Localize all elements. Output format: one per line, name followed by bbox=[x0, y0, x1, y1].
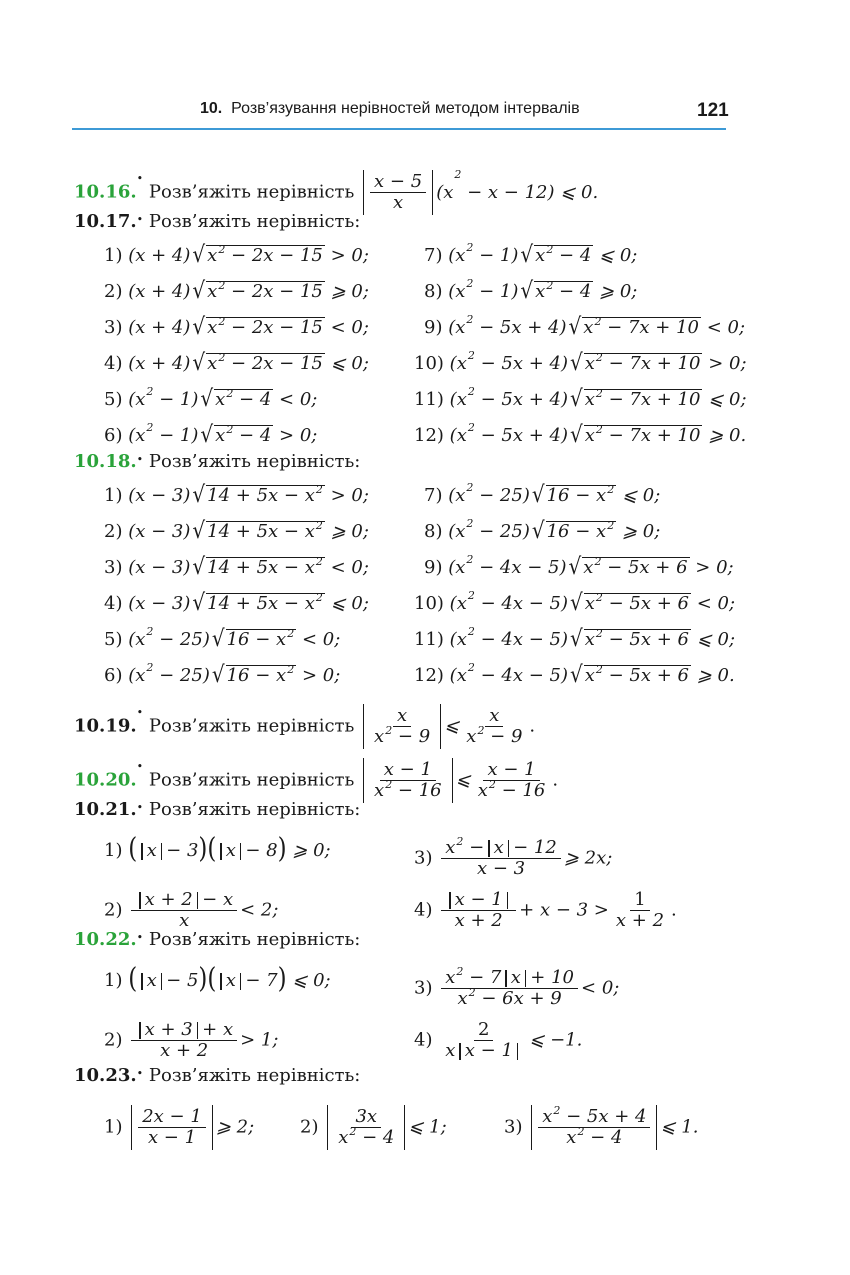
list-item: 1) ( x − 5)( x − 7) ⩽ 0; bbox=[104, 963, 331, 995]
list-item: 11) $(x^2 - 4x - 5)$ √ $x^2 - 5x + 6$ ⩽ 0; bbox=[414, 624, 736, 652]
running-header bbox=[200, 100, 580, 118]
list-item: 3) $\frac{x^2 - 7 x + 10}{x^2 - 6x + 9}$ < 0; bbox=[414, 965, 620, 1009]
problem-10-16 bbox=[74, 170, 598, 215]
item-label: 11) bbox=[414, 389, 444, 410]
item-label: 11) bbox=[414, 629, 444, 650]
list-item: 1) (x − 3) √ $14 + 5x - x^2 > 0$; bbox=[104, 480, 369, 508]
problem-lead: Розв’яжіть нерівність: bbox=[148, 211, 361, 232]
list-item: 9) $(x^2 - 4x - 5)$ √ $x^2 - 5x + 6 > 0$; bbox=[424, 552, 734, 580]
item-label: 7) bbox=[424, 245, 443, 266]
list-item: 7) $(x^2 - 25)$ √ $16 - x^2$ ⩽ 0; bbox=[424, 480, 661, 508]
problem-number: 10.17. bbox=[74, 211, 137, 232]
list-item: 3) (x − 3) √ $14 + 5x - x^2 < 0$; bbox=[104, 552, 369, 580]
item-label: 5) bbox=[104, 629, 123, 650]
list-item: 5) $(x^2 - 25)$ √ $16 - x^2 < 0$; bbox=[104, 624, 341, 652]
list-item: 12) $(x^2 - 5x + 4)$ √ $x^2 - 7x + 10$ ⩾ 0. bbox=[414, 420, 747, 448]
list-item: 5) $(x^2 - 1)$ √ $x^2 - 4 < 0$; bbox=[104, 384, 318, 412]
item-label: 2) bbox=[104, 1029, 123, 1051]
list-item: 11) $(x^2 - 5x + 4)$ √ $x^2 - 7x + 10$ ⩽ 0; bbox=[414, 384, 747, 412]
item-label: 7) bbox=[424, 485, 443, 506]
problem-lead: Розв’яжіть нерівність: bbox=[148, 929, 361, 950]
section-number: 10. bbox=[200, 100, 223, 117]
problem-10-20: 10.20.• Розв’яжіть нерівність $\frac{x - 1}{x^2 - 16}$ ⩽ $\frac{x - 1}{x^2 - 16}$ . bbox=[74, 759, 559, 801]
item-label: 2) bbox=[104, 521, 123, 542]
item-label: 3) bbox=[104, 317, 123, 338]
list-item: 1) ( x − 3)( x − 8) ⩾ 0; bbox=[104, 833, 331, 865]
problem-10-23 bbox=[74, 1065, 360, 1087]
item-label: 2) bbox=[104, 281, 123, 302]
problem-10-22 bbox=[74, 929, 360, 951]
item-label: 8) bbox=[424, 281, 443, 302]
list-item: 12) $(x^2 - 4x - 5)$ √ $x^2 - 5x + 6$ ⩾ 0. bbox=[414, 660, 735, 688]
formula: $\frac{x - 5}{x}$ bbox=[363, 170, 433, 215]
item-label: 6) bbox=[104, 425, 123, 446]
item-label: 2) bbox=[300, 1116, 319, 1138]
list-item: 9) $(x^2 - 5x + 4)$ √ $x^2 - 7x + 10 < 0$; bbox=[424, 312, 746, 340]
item-label: 1) bbox=[104, 245, 123, 266]
list-item: 3) $\frac{x^2 - x - 12}{x - 3}$ ⩾ 2x; bbox=[414, 835, 613, 879]
difficulty-mark: • bbox=[136, 931, 144, 944]
problem-lead: Розв’яжіть нерівність: bbox=[148, 799, 361, 820]
difficulty-mark: • bbox=[136, 213, 144, 226]
item-label: 3) bbox=[414, 847, 433, 869]
problem-lead: Розв’яжіть нерівність: bbox=[148, 1065, 361, 1086]
item-label: 4) bbox=[104, 353, 123, 374]
item-label: 2) bbox=[104, 899, 123, 921]
list-item: 7) $(x^2 - 1)$ √ $x^2 - 4$ ⩽ 0; bbox=[424, 240, 638, 268]
problem-10-17 bbox=[74, 211, 360, 233]
formula: $(x^2 - x - 12)$ ⩽ 0. bbox=[436, 168, 599, 203]
difficulty-mark: • bbox=[136, 760, 144, 773]
list-item: 1) (x + 4) √ $x^2 - 2x - 15 > 0$; bbox=[104, 240, 369, 268]
problem-number: 10.18. bbox=[74, 451, 137, 472]
item-label: 3) bbox=[504, 1116, 523, 1138]
item-label: 1) bbox=[104, 485, 123, 506]
problem-10-21 bbox=[74, 799, 360, 821]
item-label: 4) bbox=[414, 1029, 433, 1051]
problem-10-18 bbox=[74, 451, 360, 473]
list-item: 2) $\frac{x + 2 - x}{x}$ < 2; bbox=[104, 889, 279, 931]
item-label: 3) bbox=[414, 977, 433, 999]
item-label: 8) bbox=[424, 521, 443, 542]
section-title: Розв’язування нерівностей методом інтервалів bbox=[231, 100, 580, 117]
list-item: 4) $\frac{x - 1}{x + 2}$ + x − 3 > $\frac{1}{x + 2}$ . bbox=[414, 889, 677, 931]
page-number: 121 bbox=[697, 100, 729, 121]
list-item: 6) $(x^2 - 1)$ √ $x^2 - 4 > 0$; bbox=[104, 420, 318, 448]
difficulty-mark: • bbox=[136, 1067, 144, 1080]
list-item: 10) $(x^2 - 5x + 4)$ √ $x^2 - 7x + 10 > 0$; bbox=[414, 348, 747, 376]
item-label: 5) bbox=[104, 389, 123, 410]
formula: $\frac{x}{x^2 - 9}$ bbox=[363, 704, 441, 749]
list-item: 10) $(x^2 - 4x - 5)$ √ $x^2 - 5x + 6 < 0$; bbox=[414, 588, 736, 616]
list-item: 4) (x − 3) √ $14 + 5x - x^2$ ⩽ 0; bbox=[104, 588, 369, 616]
list-item: 4) (x + 4) √ $x^2 - 2x - 15$ ⩽ 0; bbox=[104, 348, 369, 376]
item-label: 9) bbox=[424, 317, 443, 338]
difficulty-mark: • bbox=[136, 172, 144, 185]
list-item: 4) $\frac{2}{\text{x x − 1}}$ ⩽ −1. bbox=[414, 1019, 583, 1061]
list-item: 6) $(x^2 - 25)$ √ $16 - x^2 > 0$; bbox=[104, 660, 341, 688]
difficulty-mark: • bbox=[136, 453, 144, 466]
list-item: 2) (x − 3) √ $14 + 5x - x^2$ ⩾ 0; bbox=[104, 516, 369, 544]
formula: $\frac{x - 1}{x^2 - 16}$ bbox=[363, 758, 453, 803]
problem-number: 10.20. bbox=[74, 769, 137, 791]
problem-lead: Розв’яжіть нерівність bbox=[148, 715, 355, 737]
item-label: 4) bbox=[104, 593, 123, 614]
header-rule bbox=[72, 128, 726, 130]
item-label: 10) bbox=[414, 353, 444, 374]
item-label: 12) bbox=[414, 665, 444, 686]
item-label: 10) bbox=[414, 593, 444, 614]
problem-lead: Розв’яжіть нерівність bbox=[148, 181, 355, 203]
item-label: 6) bbox=[104, 665, 123, 686]
item-label: 3) bbox=[104, 557, 123, 578]
list-item: 2) $\frac{3x}{x^2 - 4}$ ⩽ 1; bbox=[300, 1106, 447, 1148]
list-item: 2) $\frac{x + 3 + x}{x + 2}$ > 1; bbox=[104, 1019, 279, 1061]
list-item: 8) $(x^2 - 1)$ √ $x^2 - 4$ ⩾ 0; bbox=[424, 276, 638, 304]
problem-lead: Розв’яжіть нерівність: bbox=[148, 451, 361, 472]
problem-number: 10.16. bbox=[74, 181, 137, 203]
problem-number: 10.22. bbox=[74, 929, 137, 950]
list-item: 8) $(x^2 - 25)$ √ $16 - x^2$ ⩾ 0; bbox=[424, 516, 661, 544]
item-label: 9) bbox=[424, 557, 443, 578]
item-label: 4) bbox=[414, 899, 433, 921]
item-label: 1) bbox=[104, 840, 123, 861]
list-item: 2) (x + 4) √ $x^2 - 2x - 15$ ⩾ 0; bbox=[104, 276, 369, 304]
item-label: 1) bbox=[104, 970, 123, 991]
problem-10-19: 10.19.• Розв’яжіть нерівність $\frac{x}{x^2 - 9}$ ⩽ $\frac{x}{x^2 - 9}$ . bbox=[74, 705, 536, 747]
list-item: 1) $\frac{2x - 1}{x - 1}$ ⩾ 2; bbox=[104, 1106, 255, 1148]
item-label: 12) bbox=[414, 425, 444, 446]
list-item: 3) $\frac{x^2 - 5x + 4}{x^2 - 4}$ ⩽ 1. bbox=[504, 1104, 699, 1148]
problem-number: 10.19. bbox=[74, 715, 137, 737]
problem-number: 10.21. bbox=[74, 799, 137, 820]
difficulty-mark: • bbox=[136, 801, 144, 814]
problem-number: 10.23. bbox=[74, 1065, 137, 1086]
list-item: 3) (x + 4) √ $x^2 - 2x - 15 < 0$; bbox=[104, 312, 369, 340]
item-label: 1) bbox=[104, 1116, 123, 1138]
difficulty-mark: • bbox=[136, 706, 144, 719]
problem-lead: Розв’яжіть нерівність bbox=[148, 769, 355, 791]
